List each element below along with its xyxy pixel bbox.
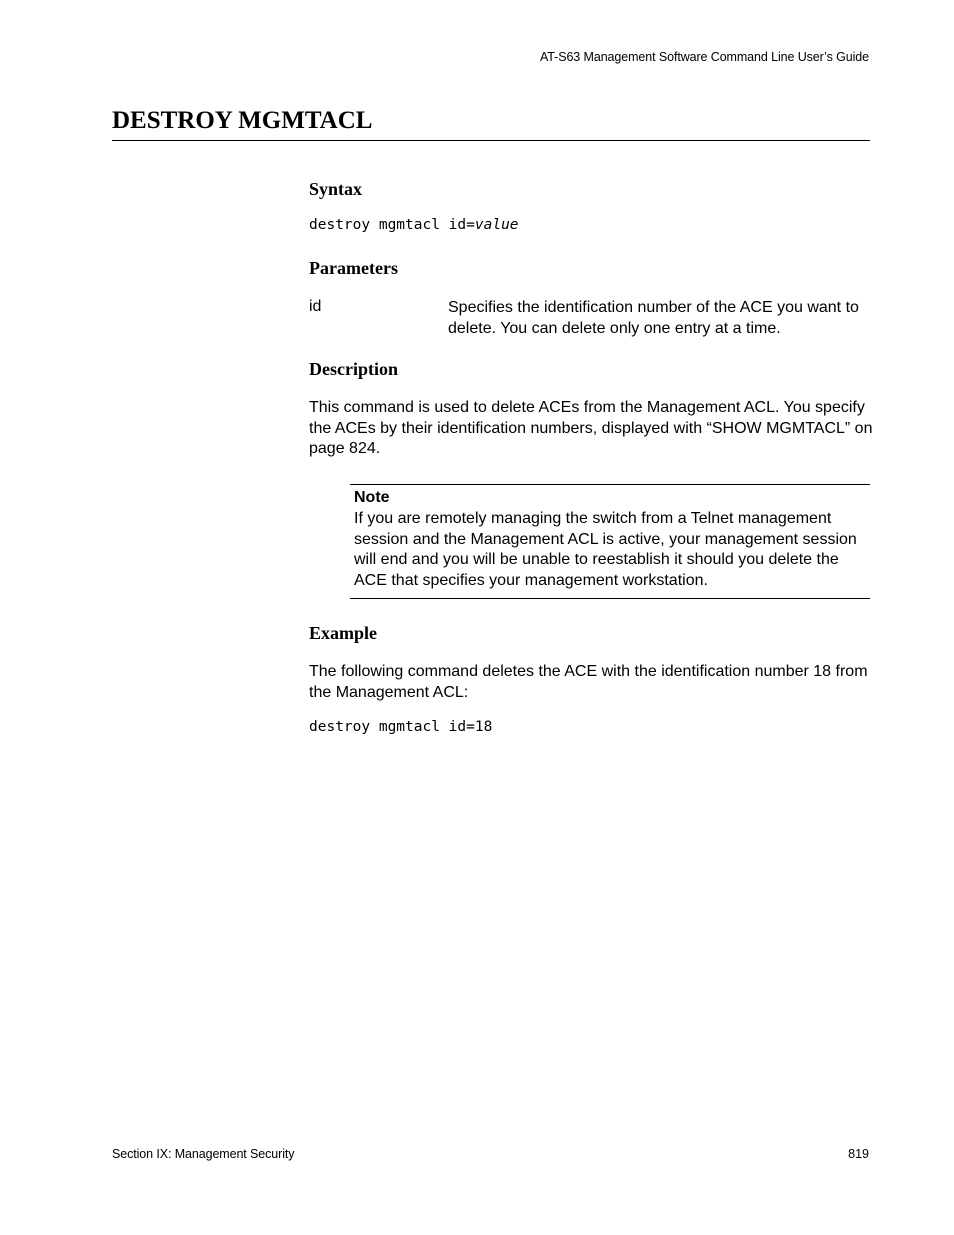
- running-header: AT-S63 Management Software Command Line User’s Guide: [540, 50, 869, 64]
- syntax-command: [309, 217, 519, 233]
- page-number: 819: [848, 1147, 869, 1161]
- example-command: destroy mgmtacl id=18: [309, 719, 493, 735]
- syntax-command-prefix: destroy mgmtacl id=: [309, 217, 475, 233]
- syntax-command-variable: value: [474, 217, 519, 233]
- example-heading: Example: [309, 623, 378, 643]
- description-heading: Description: [309, 359, 398, 379]
- example-text: The following command deletes the ACE with the identification number 18 from the Management ACL:: [309, 663, 868, 701]
- syntax-heading: Syntax: [309, 179, 363, 199]
- note-bottom-rule: [350, 598, 870, 599]
- parameters-heading: Parameters: [309, 258, 398, 278]
- note-text: If you are remotely managing the switch from a Telnet management session and the Management ACL is active, your management session will end and you will be unable to reestablish it should you delete the ACE that specifies your management workstation.: [354, 510, 857, 589]
- note-box: [354, 488, 870, 591]
- footer-section: Section IX: Management Security: [112, 1147, 295, 1161]
- parameter-name: id: [309, 298, 322, 315]
- parameter-description: Specifies the identification number of the ACE you want to delete. You can delete only one entry at a time.: [448, 299, 859, 337]
- title-divider: [112, 140, 870, 141]
- note-label: Note: [354, 489, 390, 506]
- page-title: DESTROY MGMTACL: [112, 107, 373, 134]
- note-top-rule: [350, 484, 870, 485]
- description-text: This command is used to delete ACEs from the Management ACL. You specify the ACEs by their identification numbers, displayed with “SHOW MGMTACL” on page 824.: [309, 399, 873, 457]
